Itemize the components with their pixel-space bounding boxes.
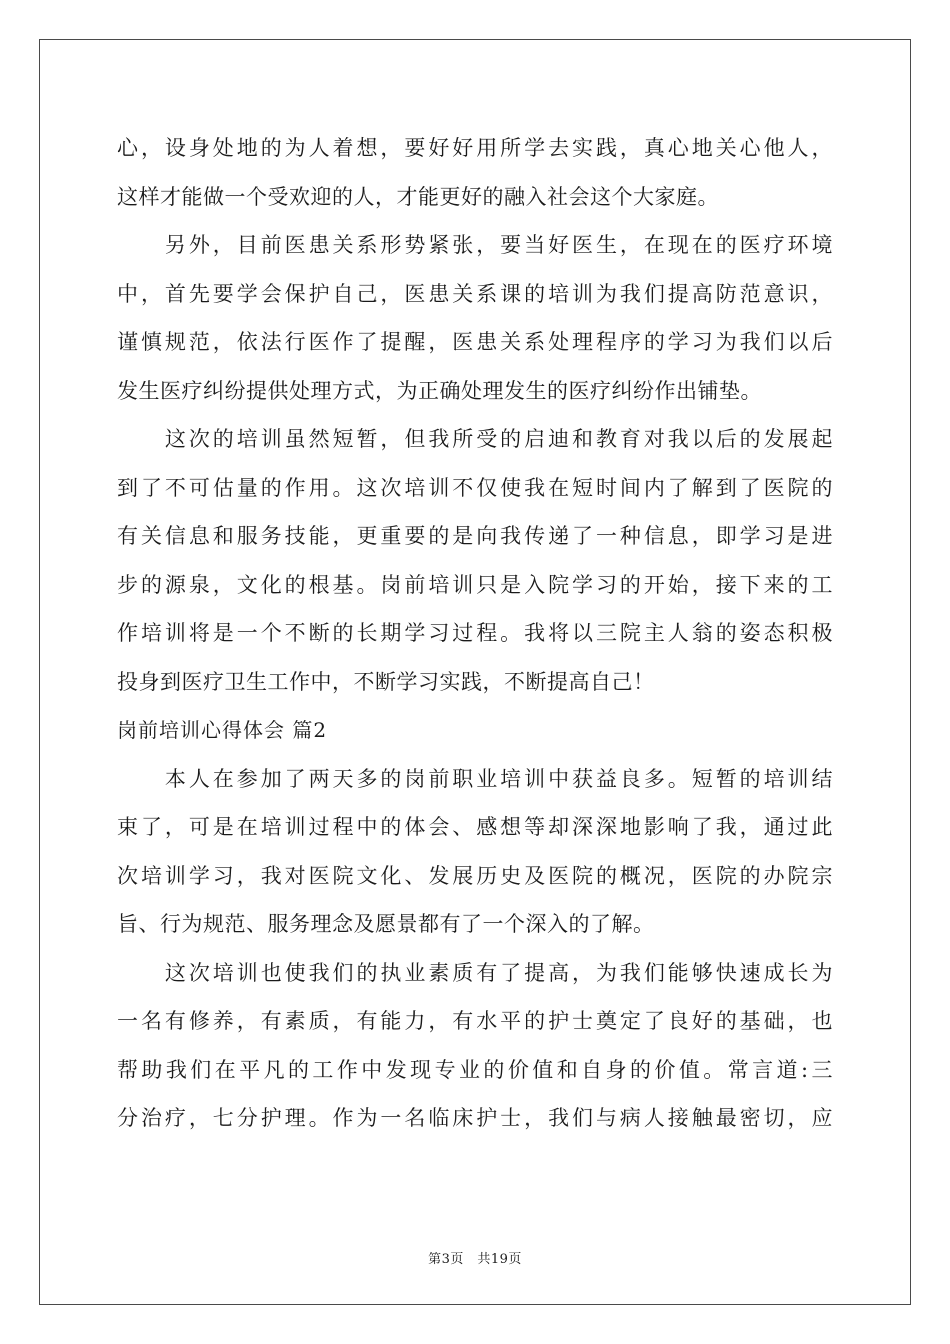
text-line: 中，首先要学会保护自己，医患关系课的培训为我们提高防范意识， (117, 281, 833, 306)
text-line: 一名有修养，有素质，有能力，有水平的护士奠定了良好的基础，也 (117, 1009, 833, 1033)
text-line: 束了，可是在培训过程中的体会、感想等却深深地影响了我，通过此 (117, 815, 833, 839)
text-line: 次培训学习，我对医院文化、发展历史及医院的概况，医院的办院宗 (117, 863, 833, 888)
text-line: 分治疗，七分护理。作为一名临床护士，我们与病人接触最密切，应 (117, 1106, 833, 1130)
document-body (117, 124, 833, 1143)
text-line: 到了不可估量的作用。这次培训不仅使我在短时间内了解到了医院的 (117, 475, 833, 500)
text-line: 发生医疗纠纷提供处理方式，为正确处理发生的医疗纠纷作出铺垫。 (117, 378, 762, 403)
text-line: 帮助我们在平凡的工作中发现专业的价值和自身的价值。常言道:三 (117, 1057, 833, 1082)
text-line: 步的源泉，文化的根基。岗前培训只是入院学习的开始，接下来的工 (117, 572, 833, 597)
text-line: 心，设身处地的为人着想，要好好用所学去实践，真心地关心他人， (117, 136, 833, 160)
page-number-footer: 第3页 共19页 (428, 1252, 522, 1267)
text-line: 谨慎规范，依法行医作了提醒，医患关系处理程序的学习为我们以后 (117, 330, 833, 354)
section-heading: 岗前培训心得体会 篇2 (117, 718, 328, 742)
text-line: 投身到医疗卫生工作中，不断学习实践，不断提高自己！ (117, 669, 655, 694)
text-line: 作培训将是一个不断的长期学习过程。我将以三院主人翁的姿态积极 (117, 621, 833, 645)
text-line: 这样才能做一个受欢迎的人，才能更好的融入社会这个大家庭。 (117, 184, 719, 209)
text-line: 这次培训也使我们的执业素质有了提高，为我们能够快速成长为 (117, 960, 833, 985)
text-line: 本人在参加了两天多的岗前职业培训中获益良多。短暂的培训结 (117, 766, 833, 791)
text-line: 另外，目前医患关系形势紧张，要当好医生，在现在的医疗环境 (117, 233, 833, 257)
text-line: 旨、行为规范、服务理念及愿景都有了一个深入的了解。 (117, 912, 655, 936)
text-line: 这次的培训虽然短暂，但我所受的启迪和教育对我以后的发展起 (117, 427, 833, 451)
text-line: 有关信息和服务技能，更重要的是向我传递了一种信息，即学习是进 (117, 524, 833, 548)
